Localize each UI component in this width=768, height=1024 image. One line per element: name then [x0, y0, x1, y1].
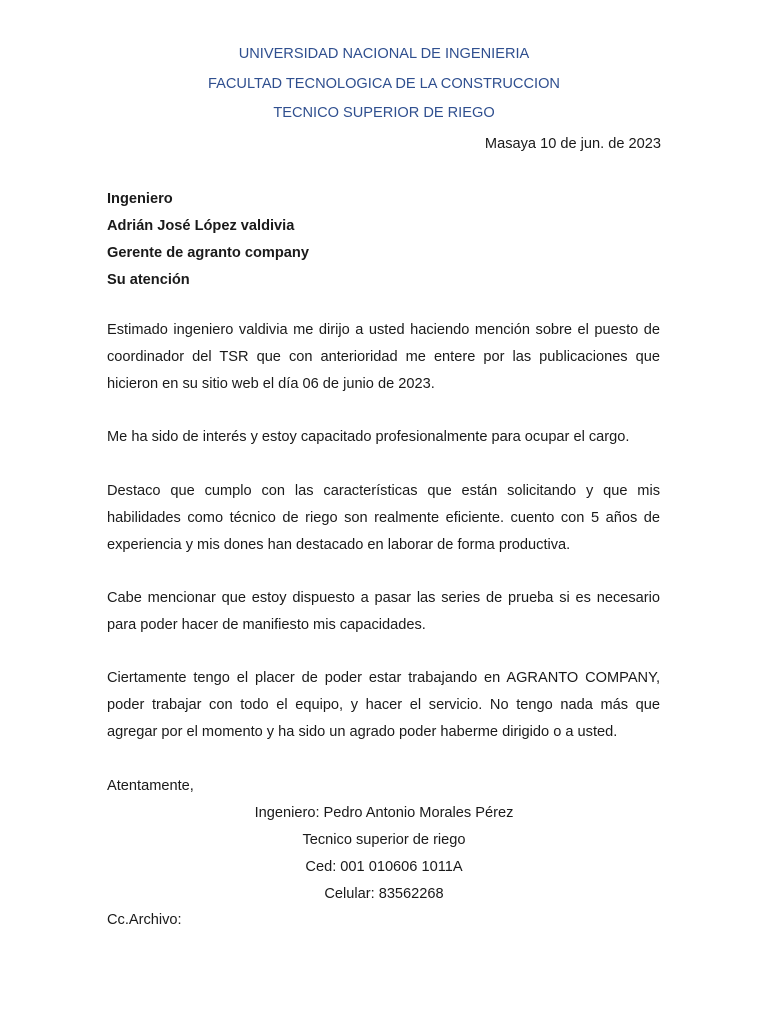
body-paragraph: Cabe mencionar que estoy dispuesto a pasar las series de prueba si es necesario para poder hacer de manifiesto mis capacidades.	[107, 590, 660, 633]
signature-id: Ced: 001 010606 1011A	[305, 859, 463, 875]
signature-role: Tecnico superior de riego	[302, 832, 466, 848]
header-university: UNIVERSIDAD NACIONAL DE INGENIERIA	[238, 46, 530, 62]
signature-block	[0, 800, 768, 908]
body-paragraph: Ciertamente tengo el placer de poder estar trabajando en AGRANTO COMPANY, poder trabajar con todo el equipo, y hacer el servicio. No tengo nada más que agregar por el momento y ha sido un agrado poder haberme dirigido o a usted.	[107, 670, 660, 740]
body-paragraph: Estimado ingeniero valdivia me dirijo a usted haciendo mención sobre el puesto de coordinador del TSR que con anterioridad me entere por las publicaciones que hicieron en su sitio web el día 06 de junio de 2023.	[107, 322, 660, 392]
cc-archive: Cc.Archivo:	[107, 912, 182, 928]
signature-name: Ingeniero: Pedro Antonio Morales Pérez	[254, 805, 514, 821]
recipient-block	[107, 186, 667, 294]
header-program: TECNICO SUPERIOR DE RIEGO	[273, 105, 495, 121]
closing-salutation: Atentamente,	[107, 778, 194, 794]
header-faculty: FACULTAD TECNOLOGICA DE LA CONSTRUCCION	[208, 76, 560, 92]
recipient-position: Gerente de agranto company	[107, 245, 309, 261]
recipient-title: Ingeniero	[107, 191, 173, 207]
body-paragraph: Me ha sido de interés y estoy capacitado profesionalmente para ocupar el cargo.	[107, 429, 630, 445]
recipient-name: Adrián José López valdivia	[107, 218, 295, 234]
letter-date: Masaya 10 de jun. de 2023	[484, 136, 661, 152]
body-paragraph: Destaco que cumplo con las características que están solicitando y que mis habilidades como técnico de riego son realmente eficiente. cuento con 5 años de experiencia y mis dones han destacado en laborar de forma productiva.	[107, 483, 660, 553]
recipient-attention: Su atención	[107, 272, 190, 288]
signature-phone: Celular: 83562268	[324, 886, 444, 902]
